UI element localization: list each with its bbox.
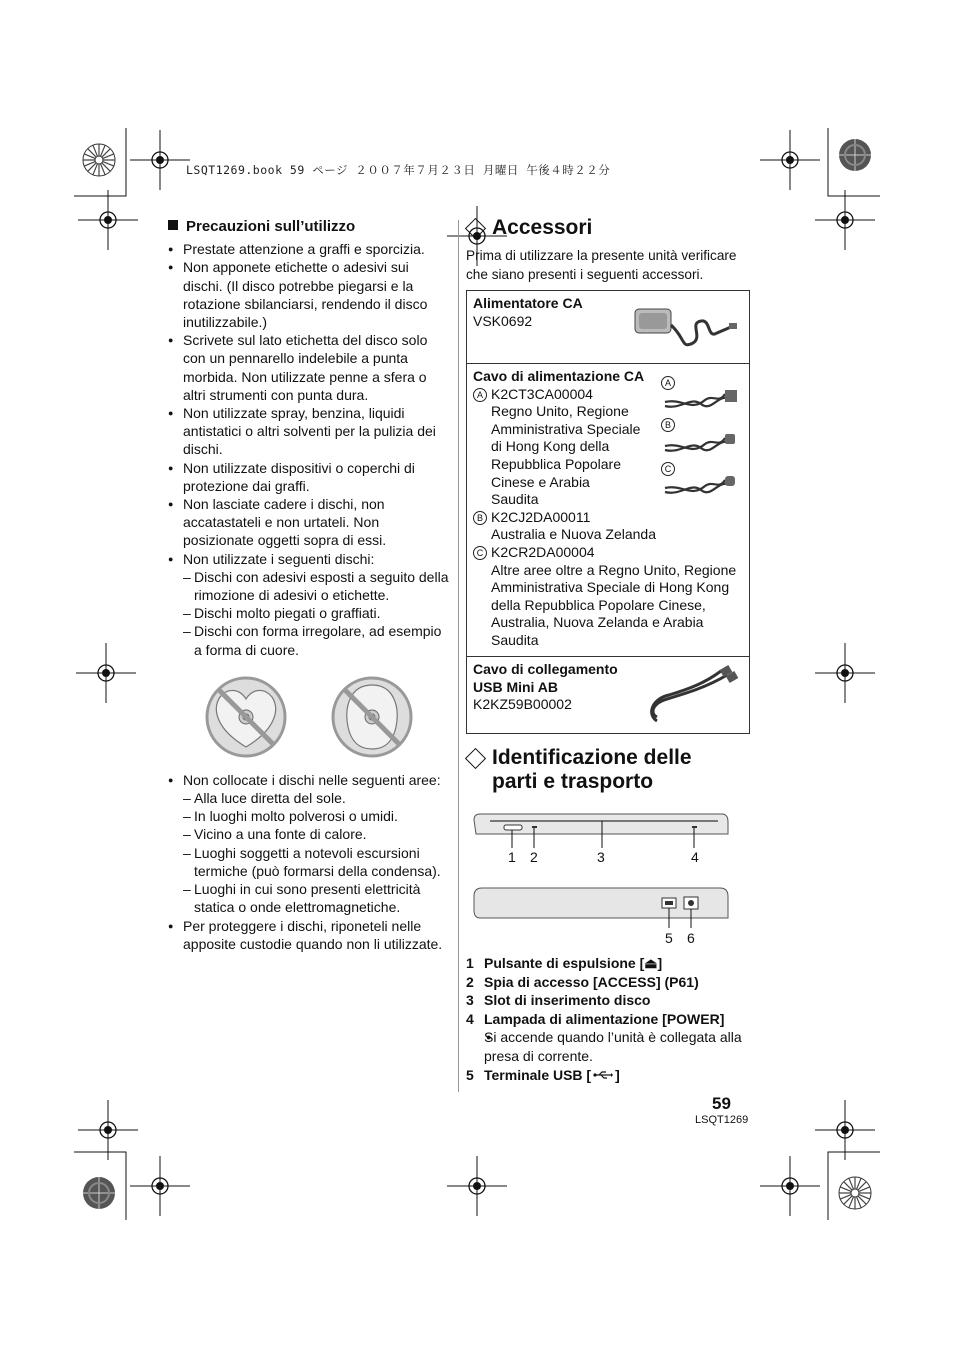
list-item: – Vicino a una fonte di calore. (183, 825, 450, 843)
file-header: LSQT1269.book 59 ページ ２００７年７月２３日 月曜日 午後４時２２分 (186, 163, 611, 177)
page-number: 59 (712, 1094, 731, 1113)
part-label: 5 (665, 930, 673, 946)
usb-cable-code: K2KZ59B00002 (473, 696, 572, 713)
list-item: 2 Spia di accesso [ACCESS] (P61) (466, 973, 699, 990)
list-item: 1 Pulsante di espulsione [⏏] (466, 955, 663, 971)
cord-b-desc: Australia e Nuova Zelanda (491, 526, 656, 543)
table-row (467, 364, 750, 657)
part-label: 3 (597, 849, 605, 865)
part-label: 4 (691, 849, 699, 865)
cord-c-desc: Altre aree oltre a Regno Unito, Regione Amministrativa Speciale di Hong Kong della Repubblica Popolare Cinese, Australia, Nuova Zelanda e Arabia Saudita (491, 561, 737, 648)
power-cords-icon (661, 378, 741, 498)
parts-list (466, 954, 750, 1084)
heart-disc-icon (207, 678, 285, 756)
part-label: 2 (530, 849, 538, 865)
right-column (466, 216, 750, 1084)
table-row (467, 657, 750, 734)
list-item: 3 Slot di inserimento disco (466, 992, 651, 1009)
list-item: ● Non collocate i dischi nelle seguenti aree: – Alla luce diretta del sole. – In luoghi molto polverosi o umidi. – Vicino a una fonte di calore. – Luoghi soggetti a notevoli escursioni termiche (può formarsi della condensa). – Luoghi in cui sono presenti elettricità statica o onde elettromagnetiche. (168, 771, 450, 917)
list-item: ● Non utilizzate dispositivi o coperchi di protezione dai graffi. (168, 459, 450, 495)
irregular-discs-illustration (168, 659, 450, 771)
list-item: – Luoghi soggetti a notevoli escursioni termiche (può formarsi della condensa). (183, 844, 450, 880)
ident-heading: Identificazione delle parti e trasporto (466, 746, 750, 794)
cord-name: Cavo di alimentazione CA (473, 368, 645, 384)
part4-note: ● Si accende quando l’unità è collegata alla presa di corrente. (466, 1028, 750, 1065)
teardrop-disc-icon (333, 678, 411, 756)
left-column (168, 218, 450, 953)
list-item: ● Non utilizzate spray, benzina, liquidi antistatici o altri solventi per la pulizia dei dischi. (168, 404, 450, 459)
list-item: – In luoghi molto polverosi o umidi. (183, 807, 450, 825)
list-item: 5 Terminale USB [ ] (466, 1066, 620, 1083)
list-item: – Dischi molto piegati o graffiati. (183, 604, 450, 622)
list-item: – Alla luce diretta del sole. (183, 789, 450, 807)
cord-a-code: A K2CT3CA00004 (473, 386, 743, 404)
doc-code: LSQT1269 (695, 1114, 749, 1126)
list-item: – Dischi con forma irregolare, ad esempio a forma di cuore. (183, 622, 450, 658)
list-item: – Dischi con adesivi esposti a seguito della rimozione di adesivi o etichette. (183, 568, 450, 604)
part-label: 1 (508, 849, 516, 865)
cord-c-label: C (661, 460, 679, 478)
list-item: 4 Lampada di alimentazione [POWER] (466, 1010, 725, 1027)
usb-cable-name-1: Cavo di collegamento (473, 661, 618, 677)
usb-cable-icon (647, 663, 743, 725)
column-divider (458, 220, 459, 1092)
list-item: ● Scrivete sul lato etichetta del disco solo con un pennarello indelebile a punta morbida. Non utilizzate penne a sfera o altri strumenti con punta dura. (168, 331, 450, 404)
accessori-intro: Prima di utilizzare la presente unità verificare che siano presenti i seguenti accessori. (466, 248, 737, 282)
precautions-heading: Precauzioni sull’utilizzo (168, 218, 450, 236)
table-row (467, 291, 750, 364)
cord-b-label: B (661, 416, 679, 434)
storage-list (168, 771, 450, 953)
adapter-code: VSK0692 (473, 312, 533, 329)
usb-cable-name-2: USB Mini AB (473, 678, 559, 695)
list-item: – Luoghi in cui sono presenti elettricità statica o onde elettromagnetiche. (183, 880, 450, 916)
usb-icon (593, 1070, 613, 1080)
list-item: ● Per proteggere i dischi, riponeteli nelle apposite custodie quando non li utilizzate. (168, 917, 450, 953)
precautions-list (168, 240, 450, 659)
cord-a-desc: Regno Unito, Regione Amministrativa Speciale di Hong Kong della Repubblica Popolare Cinese e Arabia Saudita (491, 403, 641, 508)
disc-types-list (183, 568, 450, 659)
device-back-view (466, 880, 750, 952)
device-front-view (466, 804, 750, 880)
list-item: ● Prestate attenzione a graffi e sporcizia. (168, 240, 450, 258)
cord-a-label: A (661, 374, 679, 392)
adapter-name: Alimentatore CA (473, 295, 583, 311)
accessori-heading: Accessori (466, 216, 750, 240)
part-label: 6 (687, 930, 695, 946)
ac-adapter-icon (631, 299, 741, 351)
areas-list (183, 789, 450, 916)
list-item: ● Non utilizzate i seguenti dischi: – Dischi con adesivi esposti a seguito della rimozione di adesivi o etichette. – Dischi molto piegati o graffiati. – Dischi con forma irregolare, ad esempio a forma di cuore. (168, 550, 450, 659)
list-item: ● Non apponete etichette o adesivi sui dischi. (Il disco potrebbe piegarsi e la rotazione sbilanciarsi, rendendo il disco inutilizzabile.) (168, 258, 450, 331)
cord-b-code: B K2CJ2DA00011 (473, 509, 743, 527)
cord-c-code: C K2CR2DA00004 (473, 544, 743, 562)
list-item: ● Non lasciate cadere i dischi, non accatastateli e non urtateli. Non posizionate oggetti sopra di essi. (168, 495, 450, 550)
accessories-table (466, 290, 750, 734)
